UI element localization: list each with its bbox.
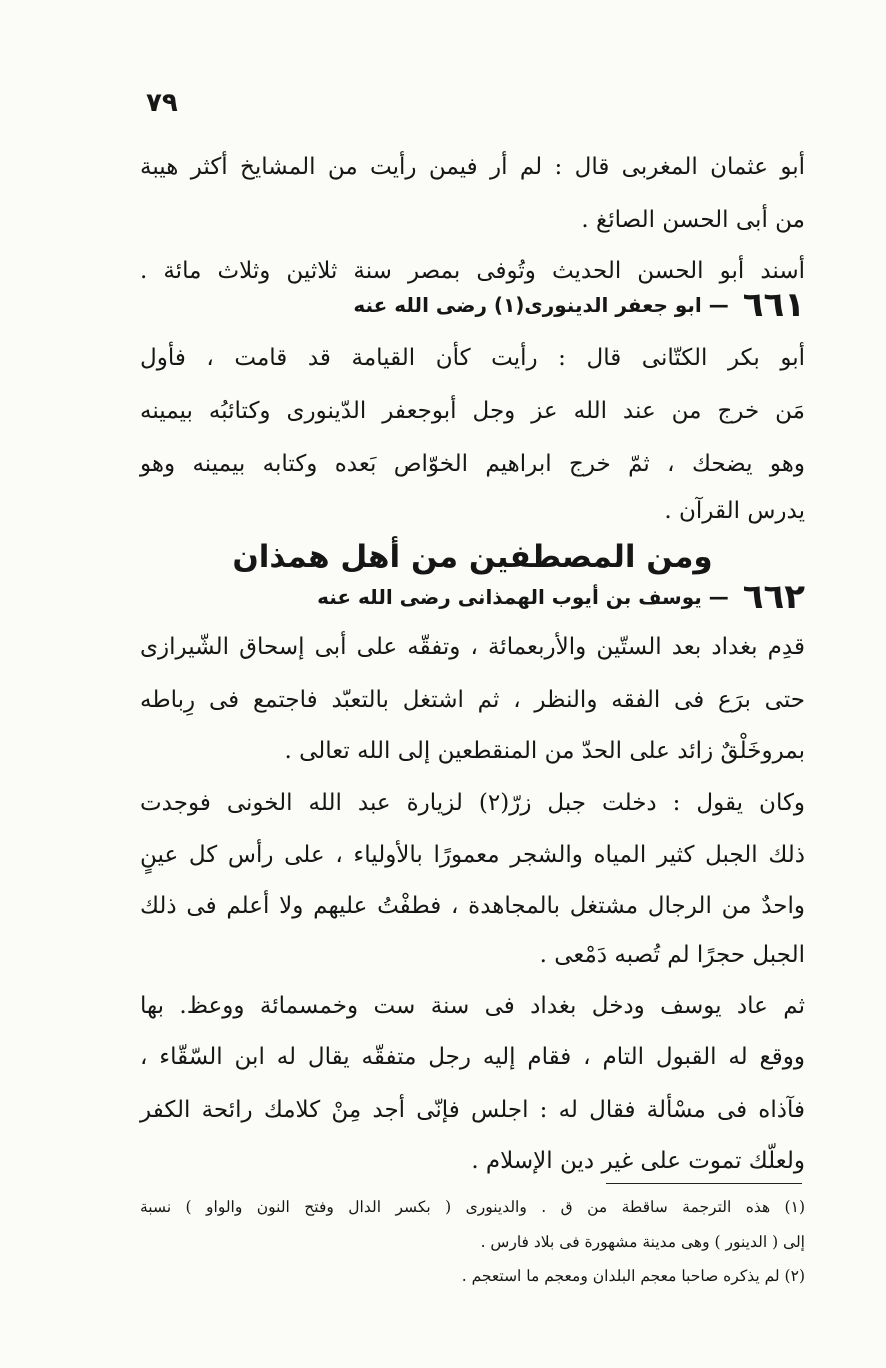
text-line: ووقع له القبول التام ، فقام إليه رجل متفقّه يقال له ابن السّقّاء ، — [140, 1044, 805, 1070]
page-number: ٧٩ — [146, 88, 178, 118]
text-line: فآذاه فى مسْألة فقال له : اجلس فإنّى أجد مِنْ كلامك رائحة الكفر — [140, 1097, 805, 1123]
entry-title: — يوسف بن أيوب الهمذانى رضى الله عنه — [317, 585, 729, 609]
entry-heading-662 — [140, 577, 805, 617]
entry-title: — ابو جعفر الدينورى(١) رضى الله عنه — [353, 293, 729, 317]
text-line: من أبى الحسن الصائغ . — [581, 207, 805, 233]
text-line: أبو عثمان المغربى قال : لم أر فيمن رأيت من المشايخ أكثر هيبة — [140, 154, 805, 180]
text-line: بمروخَلْقٌ زائد على الحدّ من المنقطعين إلى الله تعالى . — [284, 738, 805, 764]
footnote-1: (١) هذه الترجمة ساقطة من ق . والدينورى ( بكسر الدال وفتح النون والواو ) نسبة — [140, 1198, 805, 1216]
footnote-1-continued: إلى ( الدينور ) وهى مدينة مشهورة فى بلاد فارس . — [480, 1233, 805, 1251]
text-line: قدِم بغداد بعد الستّين والأربعمائة ، وتفقّه على أبى إسحاق الشّيرازى — [140, 634, 805, 660]
text-line: وهو يضحك ، ثمّ خرج ابراهيم الخوّاص بَعده وكتابه بيمينه وهو — [140, 451, 805, 477]
text-line: أسند أبو الحسن الحديث وتُوفى بمصر سنة ثلاثين وثلاث مائة . — [140, 258, 805, 284]
footnote-2: (٢) لم يذكره صاحبا معجم البلدان ومعجم ما استعجم . — [461, 1267, 805, 1285]
entry-number: ٦٦٢ — [742, 577, 805, 617]
entry-number: ٦٦١ — [742, 285, 805, 325]
text-line: ولعلّك تموت على غير دين الإسلام . — [471, 1148, 805, 1174]
text-line: مَن خرج من عند الله عز وجل أبوجعفر الدّينورى وكتائبُه بيمينه — [140, 398, 805, 424]
text-line: وكان يقول : دخلت جبل زرّ(٢) لزيارة عبد الله الخونى فوجدت — [140, 790, 806, 816]
text-line: يدرس القرآن . — [664, 498, 805, 524]
text-line: ثم عاد يوسف ودخل بغداد فى سنة ست وخمسمائة ووعظ. بها — [140, 993, 805, 1019]
text-line: أبو بكر الكتّانى قال : رأيت كأن القيامة قد قامت ، فأول — [140, 345, 805, 371]
entry-heading-661 — [140, 285, 805, 325]
text-line: الجبل حجرًا لم تُصبه دَمْعى . — [539, 942, 805, 968]
text-line: واحدٌ من الرجال مشتغل بالمجاهدة ، فطفْتُ عليهم ولا أعلم فى ذلك — [140, 893, 805, 919]
text-line: حتى برَع فى الفقه والنظر ، ثم اشتغل بالتعبّد فاجتمع فى رِباطه — [140, 687, 805, 713]
text-line: ذلك الجبل كثير المياه والشجر معمورًا بالأولياء ، على رأس كل عينٍ — [140, 842, 805, 868]
section-title: ومن المصطفين من أهل همذان — [232, 539, 713, 575]
footnote-divider — [606, 1183, 802, 1184]
